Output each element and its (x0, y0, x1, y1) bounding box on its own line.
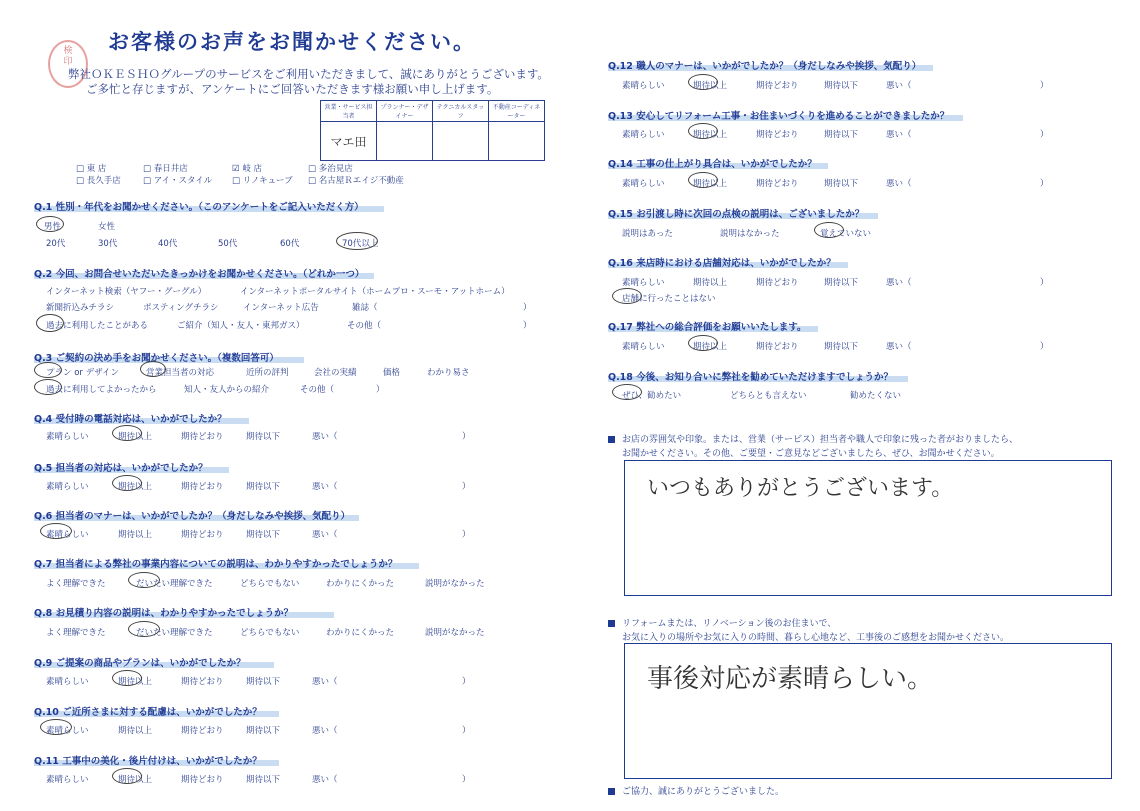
option[interactable]: 過去に利用したことがある (46, 321, 149, 331)
option[interactable]: 悪い（ (886, 179, 912, 189)
option[interactable]: 20代 (46, 239, 66, 249)
option: ） (462, 432, 471, 442)
comment1-answer: いつもありがとうございます。 (647, 476, 954, 501)
option[interactable]: 素晴らしい (622, 179, 665, 189)
section-bullet (608, 620, 615, 627)
option[interactable]: 悪い（ (886, 130, 912, 140)
option[interactable]: 期待以上 (118, 482, 153, 492)
question-q10: Q.10 ご近所さまに対する配慮は、いかがでしたか？ (34, 707, 262, 718)
option[interactable]: 素晴らしい (46, 432, 89, 442)
question-q1: Q.1 性別・年代をお聞かせください。（このアンケートをご記入いただく方） (34, 202, 364, 213)
option[interactable]: 期待以下 (246, 726, 281, 736)
question-q13: Q.13 安心してリフォーム工事・お住まいづくりを進めることができましたか？ (608, 111, 950, 122)
option[interactable]: 期待どおり (181, 482, 224, 492)
store-checkbox[interactable]: □ 多治見店 (308, 164, 353, 174)
option[interactable]: どちらでもない (240, 579, 300, 589)
option: ） (1040, 81, 1049, 91)
option[interactable]: 悪い（ (312, 530, 338, 540)
question-q16: Q.16 来店時における店舗対応は、いかがでしたか？ (608, 258, 836, 269)
comment2-label-1: リフォームまたは、リノベーション後のお住まいで、 (622, 619, 837, 629)
option[interactable]: 過去に利用してよかったから (46, 385, 157, 395)
option[interactable]: インターネットポータルサイト（ホームプロ・スーモ・アットホーム） (240, 287, 510, 297)
option[interactable]: 雑誌（ (352, 303, 378, 313)
option[interactable]: 店舗に行ったことはない (622, 294, 716, 304)
option[interactable]: 素晴らしい (622, 81, 665, 91)
option[interactable]: 素晴らしい (46, 530, 89, 540)
staff-planner-name[interactable] (377, 122, 433, 161)
option[interactable]: 期待以下 (824, 278, 859, 288)
comment1-label-1: お店の雰囲気や印象。または、営業（サービス）担当者や職人で印象に残った者がおりましたら、 (622, 435, 1019, 445)
question-q4: Q.4 受付時の電話対応は、いかがでしたか？ (34, 414, 227, 425)
option[interactable]: 期待どおり (181, 530, 224, 540)
option[interactable]: 素晴らしい (622, 342, 665, 352)
option: ） (462, 677, 471, 687)
option[interactable]: 近所の評判 (246, 368, 289, 378)
option: ） (462, 530, 471, 540)
option[interactable]: 期待以下 (246, 775, 281, 785)
option[interactable]: よく理解できた (46, 579, 106, 589)
question-q12: Q.12 職人のマナーは、いかがでしたか？（身だしなみや挨拶、気配り） (608, 61, 922, 72)
option: ） (462, 726, 471, 736)
option[interactable]: 会社の実績 (314, 368, 357, 378)
store-checkbox[interactable]: □ 名古屋Ｒエイジ不動産 (308, 176, 404, 186)
answer-circle (612, 384, 642, 400)
option[interactable]: 素晴らしい (46, 726, 89, 736)
store-checkbox[interactable]: ☑ 岐 店 (232, 164, 263, 174)
option[interactable]: 期待どおり (181, 677, 224, 687)
option[interactable]: 期待どおり (181, 726, 224, 736)
option[interactable]: 30代 (98, 239, 118, 249)
option[interactable]: 70代以上 (342, 239, 379, 249)
question-q14: Q.14 工事の仕上がり具合は、いかがでしたか？ (608, 159, 817, 170)
comment1-label-2: お聞かせください。その他、ご要望・ご意見などございましたら、ぜひ、お聞かせください。 (622, 449, 1000, 459)
store-checkbox[interactable]: □ リノキューブ (232, 176, 293, 186)
staff-technical-name[interactable] (433, 122, 489, 161)
answer-circle (34, 379, 62, 395)
option[interactable]: 期待どおり (756, 130, 799, 140)
option: ） (462, 482, 471, 492)
option[interactable]: インターネット広告 (243, 303, 319, 313)
option[interactable]: 素晴らしい (622, 278, 665, 288)
option: ） (376, 385, 385, 395)
option[interactable]: ご紹介（知人・友人・東邦ガス） (177, 321, 305, 331)
store-checkbox[interactable]: □ 長久手店 (76, 176, 121, 186)
option[interactable]: 悪い（ (886, 81, 912, 91)
option[interactable]: 素晴らしい (622, 130, 665, 140)
option[interactable]: 50代 (218, 239, 238, 249)
question-q15: Q.15 お引渡し時に次回の点検の説明は、ございましたか？ (608, 209, 865, 220)
staff-table (320, 100, 545, 161)
staff-header: テクニカルスタッフ (433, 101, 489, 122)
option[interactable]: 説明がなかった (425, 579, 485, 589)
option[interactable]: わかりにくかった (326, 579, 395, 589)
option: ） (523, 303, 532, 313)
store-checkbox[interactable]: □ アイ・スタイル (143, 176, 213, 186)
answer-circle (40, 719, 72, 735)
option[interactable]: 新聞折込みチラシ (46, 303, 115, 313)
intro-line-2: ご多忙と存じますが、アンケートにご回答いただきます様お願い申し上げます。 (86, 82, 499, 96)
comment2-answer: 事後対応が素晴らしい。 (647, 664, 934, 694)
option[interactable]: 期待以下 (824, 179, 859, 189)
option[interactable]: 期待以下 (824, 81, 859, 91)
question-q11: Q.11 工事中の美化・後片付けは、いかがでしたか？ (34, 756, 262, 767)
option[interactable]: 営業担当者の対応 (146, 368, 215, 378)
option[interactable]: 悪い（ (312, 482, 338, 492)
question-q5: Q.5 担当者の対応は、いかがでしたか？ (34, 463, 208, 474)
answer-circle (112, 425, 142, 441)
option[interactable]: どちらでもない (240, 628, 300, 638)
option[interactable]: 60代 (280, 239, 300, 249)
answer-circle (34, 362, 62, 378)
option[interactable]: 価格 (383, 368, 401, 378)
comment1-box[interactable] (624, 460, 1112, 596)
option[interactable]: 期待以下 (246, 677, 281, 687)
question-q3: Q.3 ご契約の決め手をお聞かせください。（複数回答可） (34, 353, 279, 364)
option[interactable]: 女性 (98, 222, 116, 232)
option[interactable]: 期待以下 (246, 432, 281, 442)
option[interactable]: 期待以下 (824, 342, 859, 352)
staff-header: 営業・サービス担当者 (321, 101, 377, 122)
option[interactable]: 素晴らしい (46, 775, 89, 785)
option[interactable]: 期待以上 (693, 130, 728, 140)
option[interactable]: 期待以下 (824, 130, 859, 140)
section-bullet (608, 788, 615, 795)
question-q2: Q.2 今回、お問合せいただいたきっかけをお聞かせください。（どれか一つ） (34, 269, 365, 280)
survey-title: お客様のお声をお聞かせください。 (108, 30, 476, 54)
option[interactable]: 期待以上 (118, 726, 153, 736)
option[interactable]: インターネット検索（ヤフー・グーグル） (46, 287, 207, 297)
staff-header: 不動産コーディネーター (489, 101, 545, 122)
question-q8: Q.8 お見積り内容の説明は、わかりやすかったでしょうか？ (34, 608, 294, 619)
option[interactable]: どちらとも言えない (730, 391, 807, 401)
option[interactable]: 悪い（ (886, 278, 912, 288)
option[interactable]: 期待以上 (118, 775, 153, 785)
question-q17: Q.17 弊社への総合評価をお願いいたします。 (608, 322, 807, 333)
option[interactable]: ポスティングチラシ (143, 303, 219, 313)
answer-circle (112, 475, 142, 491)
staff-sales-name[interactable]: マエ田 (321, 122, 377, 161)
option[interactable]: 期待以上 (118, 677, 153, 687)
footer-thanks: ご協力、誠にありがとうございました。 (622, 787, 785, 797)
option[interactable]: 説明はなかった (720, 229, 780, 239)
section-bullet (608, 436, 615, 443)
question-q7: Q.7 担当者による弊社の事業内容についての説明は、わかりやすかったでしょうか？ (34, 559, 398, 570)
option[interactable]: わかりにくかった (326, 628, 395, 638)
option[interactable]: 知人・友人からの紹介 (184, 385, 270, 395)
answer-circle (128, 572, 160, 588)
option[interactable]: 期待どおり (756, 81, 799, 91)
option[interactable]: 期待以上 (693, 342, 728, 352)
option[interactable]: ぜひ、勧めたい (622, 391, 682, 401)
option[interactable]: 勧めたくない (850, 391, 902, 401)
option[interactable]: プラン or デザイン (46, 368, 120, 378)
option[interactable]: 説明はあった (622, 229, 673, 239)
option[interactable]: 悪い（ (312, 726, 338, 736)
option[interactable]: よく理解できた (46, 628, 106, 638)
option[interactable]: 覚えていない (820, 229, 872, 239)
option[interactable]: 素晴らしい (46, 677, 89, 687)
option[interactable]: だいたい理解できた (136, 628, 213, 638)
option[interactable]: わかり易さ (427, 368, 470, 378)
answer-circle (36, 216, 64, 232)
answer-circle (688, 123, 718, 139)
store-checkbox[interactable]: □ 春日井店 (143, 164, 188, 174)
answer-circle (688, 335, 718, 351)
option[interactable]: 期待以上 (118, 432, 153, 442)
option[interactable]: 40代 (158, 239, 178, 249)
option[interactable]: 悪い（ (312, 677, 338, 687)
question-q6: Q.6 担当者のマナーは、いかがでしたか？（身だしなみや挨拶、気配り） (34, 511, 351, 522)
option: ） (1040, 130, 1049, 140)
option[interactable]: 男性 (44, 222, 62, 232)
option[interactable]: 悪い（ (886, 342, 912, 352)
approval-stamp: 検 印 (48, 40, 88, 88)
option[interactable]: その他（ (347, 321, 382, 331)
comment2-label-2: お気に入りの場所やお気に入りの時間、暮らし心地など、工事後のご感想をお聞かせください。 (622, 633, 1010, 643)
answer-circle (688, 172, 718, 188)
answer-circle (140, 361, 166, 377)
option[interactable]: だいたい理解できた (136, 579, 213, 589)
answer-circle (336, 232, 378, 250)
store-checkbox[interactable]: □ 東 店 (76, 164, 107, 174)
option: ） (1040, 342, 1049, 352)
option: ） (462, 775, 471, 785)
option[interactable]: 期待どおり (181, 775, 224, 785)
option[interactable]: 期待以上 (118, 530, 153, 540)
answer-circle (36, 314, 64, 332)
intro-line-1: 弊社ＯＫＥＳＨＯグループのサービスをご利用いただきまして、誠にありがとうございます。 (68, 67, 549, 81)
answer-circle (112, 768, 142, 784)
option[interactable]: 期待以下 (246, 530, 281, 540)
staff-header: プランナー・デザイナー (377, 101, 433, 122)
answer-circle (40, 523, 72, 539)
question-q9: Q.9 ご提案の商品やプランは、いかがでしたか？ (34, 658, 246, 669)
option[interactable]: 期待以上 (693, 81, 728, 91)
option[interactable]: 期待どおり (756, 278, 799, 288)
comment2-box[interactable] (624, 643, 1112, 779)
option[interactable]: 期待どおり (756, 179, 799, 189)
option: ） (1040, 179, 1049, 189)
option[interactable]: 期待以上 (693, 278, 728, 288)
option[interactable]: 期待以下 (246, 482, 281, 492)
option[interactable]: 期待どおり (181, 432, 224, 442)
option[interactable]: その他（ (300, 385, 335, 395)
option[interactable]: 期待どおり (756, 342, 799, 352)
option: ） (1040, 278, 1049, 288)
option[interactable]: 素晴らしい (46, 482, 89, 492)
answer-circle (612, 288, 642, 304)
option[interactable]: 悪い（ (312, 432, 338, 442)
option[interactable]: 悪い（ (312, 775, 338, 785)
answer-circle (814, 222, 844, 238)
option[interactable]: 説明がなかった (425, 628, 485, 638)
option[interactable]: 期待以上 (693, 179, 728, 189)
answer-circle (128, 621, 160, 637)
answer-circle (688, 74, 718, 90)
question-q18: Q.18 今後、お知り合いに弊社を勧めていただけますでしょうか？ (608, 372, 893, 383)
answer-circle (112, 670, 142, 686)
option: ） (523, 321, 532, 331)
staff-realestate-name[interactable] (489, 122, 545, 161)
